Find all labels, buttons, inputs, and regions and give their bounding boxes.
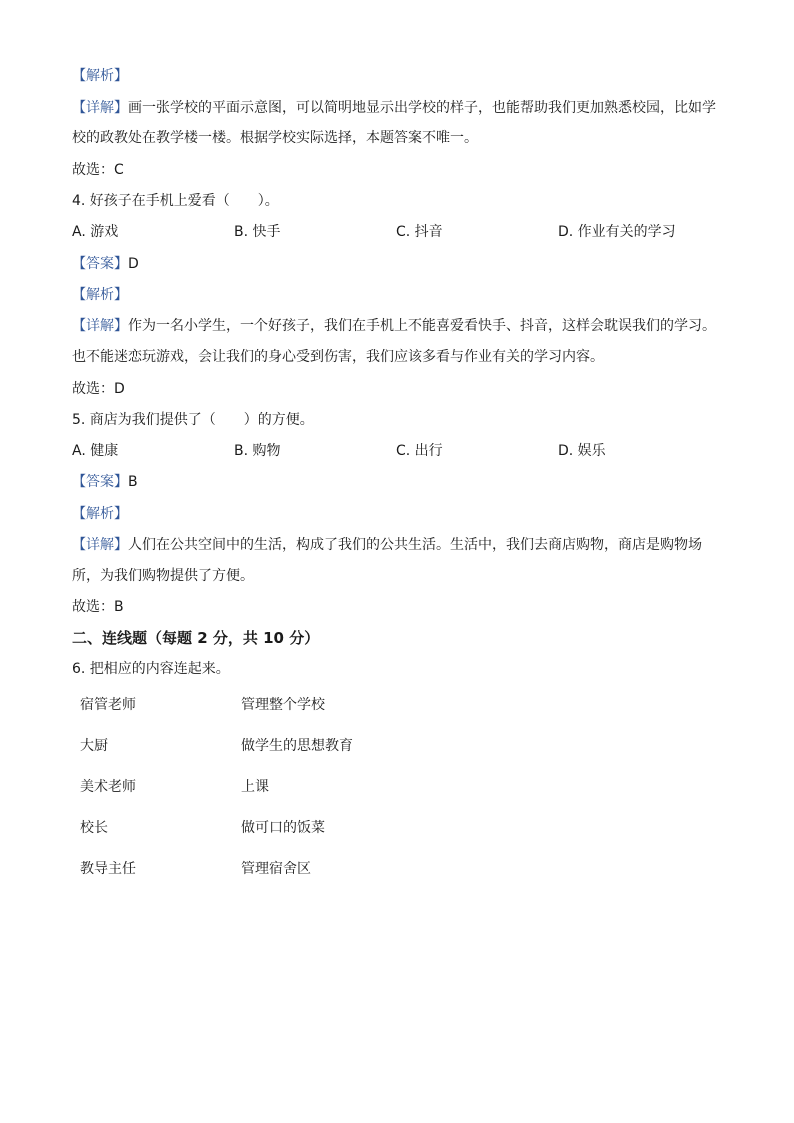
option-b: B. 购物 <box>234 443 281 459</box>
detail-paragraph-line <box>72 98 716 118</box>
option-c: C. 出行 <box>396 443 443 459</box>
question-stem: 6. 把相应的内容连起来。 <box>72 661 230 677</box>
match-left-item: 校长 <box>80 820 108 836</box>
option-b: B. 快手 <box>234 224 281 240</box>
detail-paragraph-line: 所，为我们购物提供了方便。 <box>72 568 254 584</box>
question-stem: 5. 商店为我们提供了（ ）的方便。 <box>72 412 314 428</box>
option-c: C. 抖音 <box>396 224 443 240</box>
choice-line: 故选：C <box>72 162 124 178</box>
detail-text: 作为一名小学生，一个好孩子，我们在手机上不能喜爱看快手、抖音，这样会耽误我们的学习。 <box>128 318 716 334</box>
option-a: A. 游戏 <box>72 224 119 240</box>
detail-paragraph-line: 也不能迷恋玩游戏，会让我们的身心受到伤害，我们应该多看与作业有关的学习内容。 <box>72 349 604 365</box>
detail-text: 人们在公共空间中的生活，构成了我们的公共生活。生活中，我们去商店购物，商店是购物场 <box>128 537 702 553</box>
detail-paragraph-line <box>72 316 716 336</box>
question-stem: 4. 好孩子在手机上爱看（ ）。 <box>72 193 279 209</box>
detail-tag: 【详解】 <box>72 318 128 334</box>
match-left-item: 大厨 <box>80 738 108 754</box>
detail-text: 画一张学校的平面示意图，可以简明地显示出学校的样子，也能帮助我们更加熟悉校园，比如学 <box>128 100 716 116</box>
section-heading: 二、连线题（每题 2 分，共 10 分） <box>72 629 320 647</box>
answer-line <box>72 254 139 274</box>
match-right-item: 管理整个学校 <box>241 697 325 713</box>
match-right-item: 做学生的思想教育 <box>241 738 353 754</box>
answer-line <box>72 472 138 492</box>
match-right-item: 做可口的饭菜 <box>241 820 325 836</box>
match-left-item: 美术老师 <box>80 779 136 795</box>
match-right-item: 管理宿舍区 <box>241 861 311 877</box>
option-a: A. 健康 <box>72 443 119 459</box>
answer-value: B <box>128 474 138 490</box>
option-d: D. 作业有关的学习 <box>558 224 676 240</box>
choice-line: 故选：B <box>72 599 124 615</box>
match-right-item: 上课 <box>241 779 269 795</box>
match-left-item: 教导主任 <box>80 861 136 877</box>
detail-paragraph-line <box>72 535 702 555</box>
match-left-item: 宿管老师 <box>80 697 136 713</box>
detail-paragraph-line: 校的政教处在教学楼一楼。根据学校实际选择，本题答案不唯一。 <box>72 130 478 146</box>
detail-tag: 【详解】 <box>72 100 128 116</box>
analysis-tag: 【解析】 <box>72 68 128 84</box>
detail-tag: 【详解】 <box>72 537 128 553</box>
answer-tag: 【答案】 <box>72 474 128 490</box>
answer-value: D <box>128 256 139 272</box>
choice-line: 故选：D <box>72 381 125 397</box>
answer-tag: 【答案】 <box>72 256 128 272</box>
analysis-tag: 【解析】 <box>72 506 128 522</box>
option-d: D. 娱乐 <box>558 443 606 459</box>
analysis-tag: 【解析】 <box>72 287 128 303</box>
